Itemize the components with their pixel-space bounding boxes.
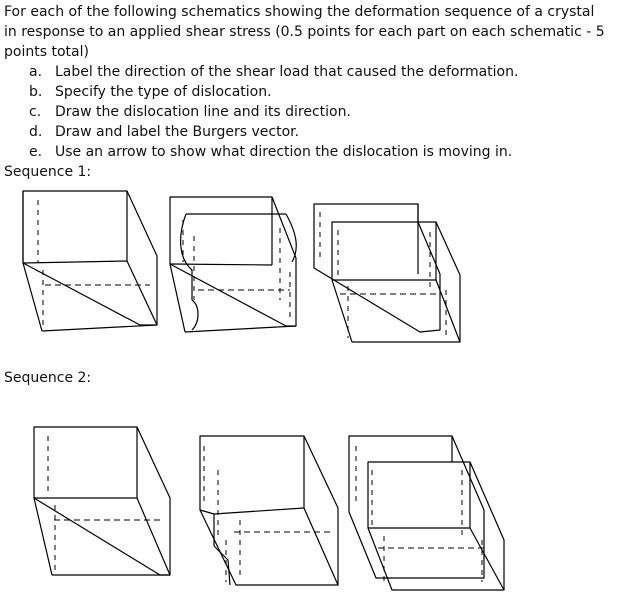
part-text: Specify the type of dislocation. xyxy=(55,84,272,100)
seq2-crystal-full-slip xyxy=(349,436,504,590)
part-text: Draw the dislocation line and its direction. xyxy=(55,104,351,120)
part-marker: d. xyxy=(29,124,43,140)
part-marker: a. xyxy=(29,64,43,80)
question-intro: For each of the following schematics showing the deformation sequence of a crystal in response to an applied shear stress (0.5 points for each part on each schematic - 5 points total) xyxy=(4,4,605,60)
part-marker: c. xyxy=(29,104,42,120)
seq2-crystal-partial-slip xyxy=(200,436,338,585)
part-marker: b. xyxy=(29,84,43,100)
seq1-crystal-full-slip xyxy=(314,204,460,342)
seq2-crystal-undeformed xyxy=(34,427,170,575)
part-text: Label the direction of the shear load that caused the deformation. xyxy=(55,64,519,80)
seq1-crystal-partial-slip xyxy=(170,197,296,332)
sequence-2-label: Sequence 2: xyxy=(4,370,92,386)
part-text: Use an arrow to show what direction the dislocation is moving in. xyxy=(55,144,513,160)
part-marker: e. xyxy=(29,144,43,160)
part-text: Draw and label the Burgers vector. xyxy=(55,124,300,140)
seq1-crystal-undeformed xyxy=(23,191,157,331)
sequence-1-label: Sequence 1: xyxy=(4,164,92,180)
